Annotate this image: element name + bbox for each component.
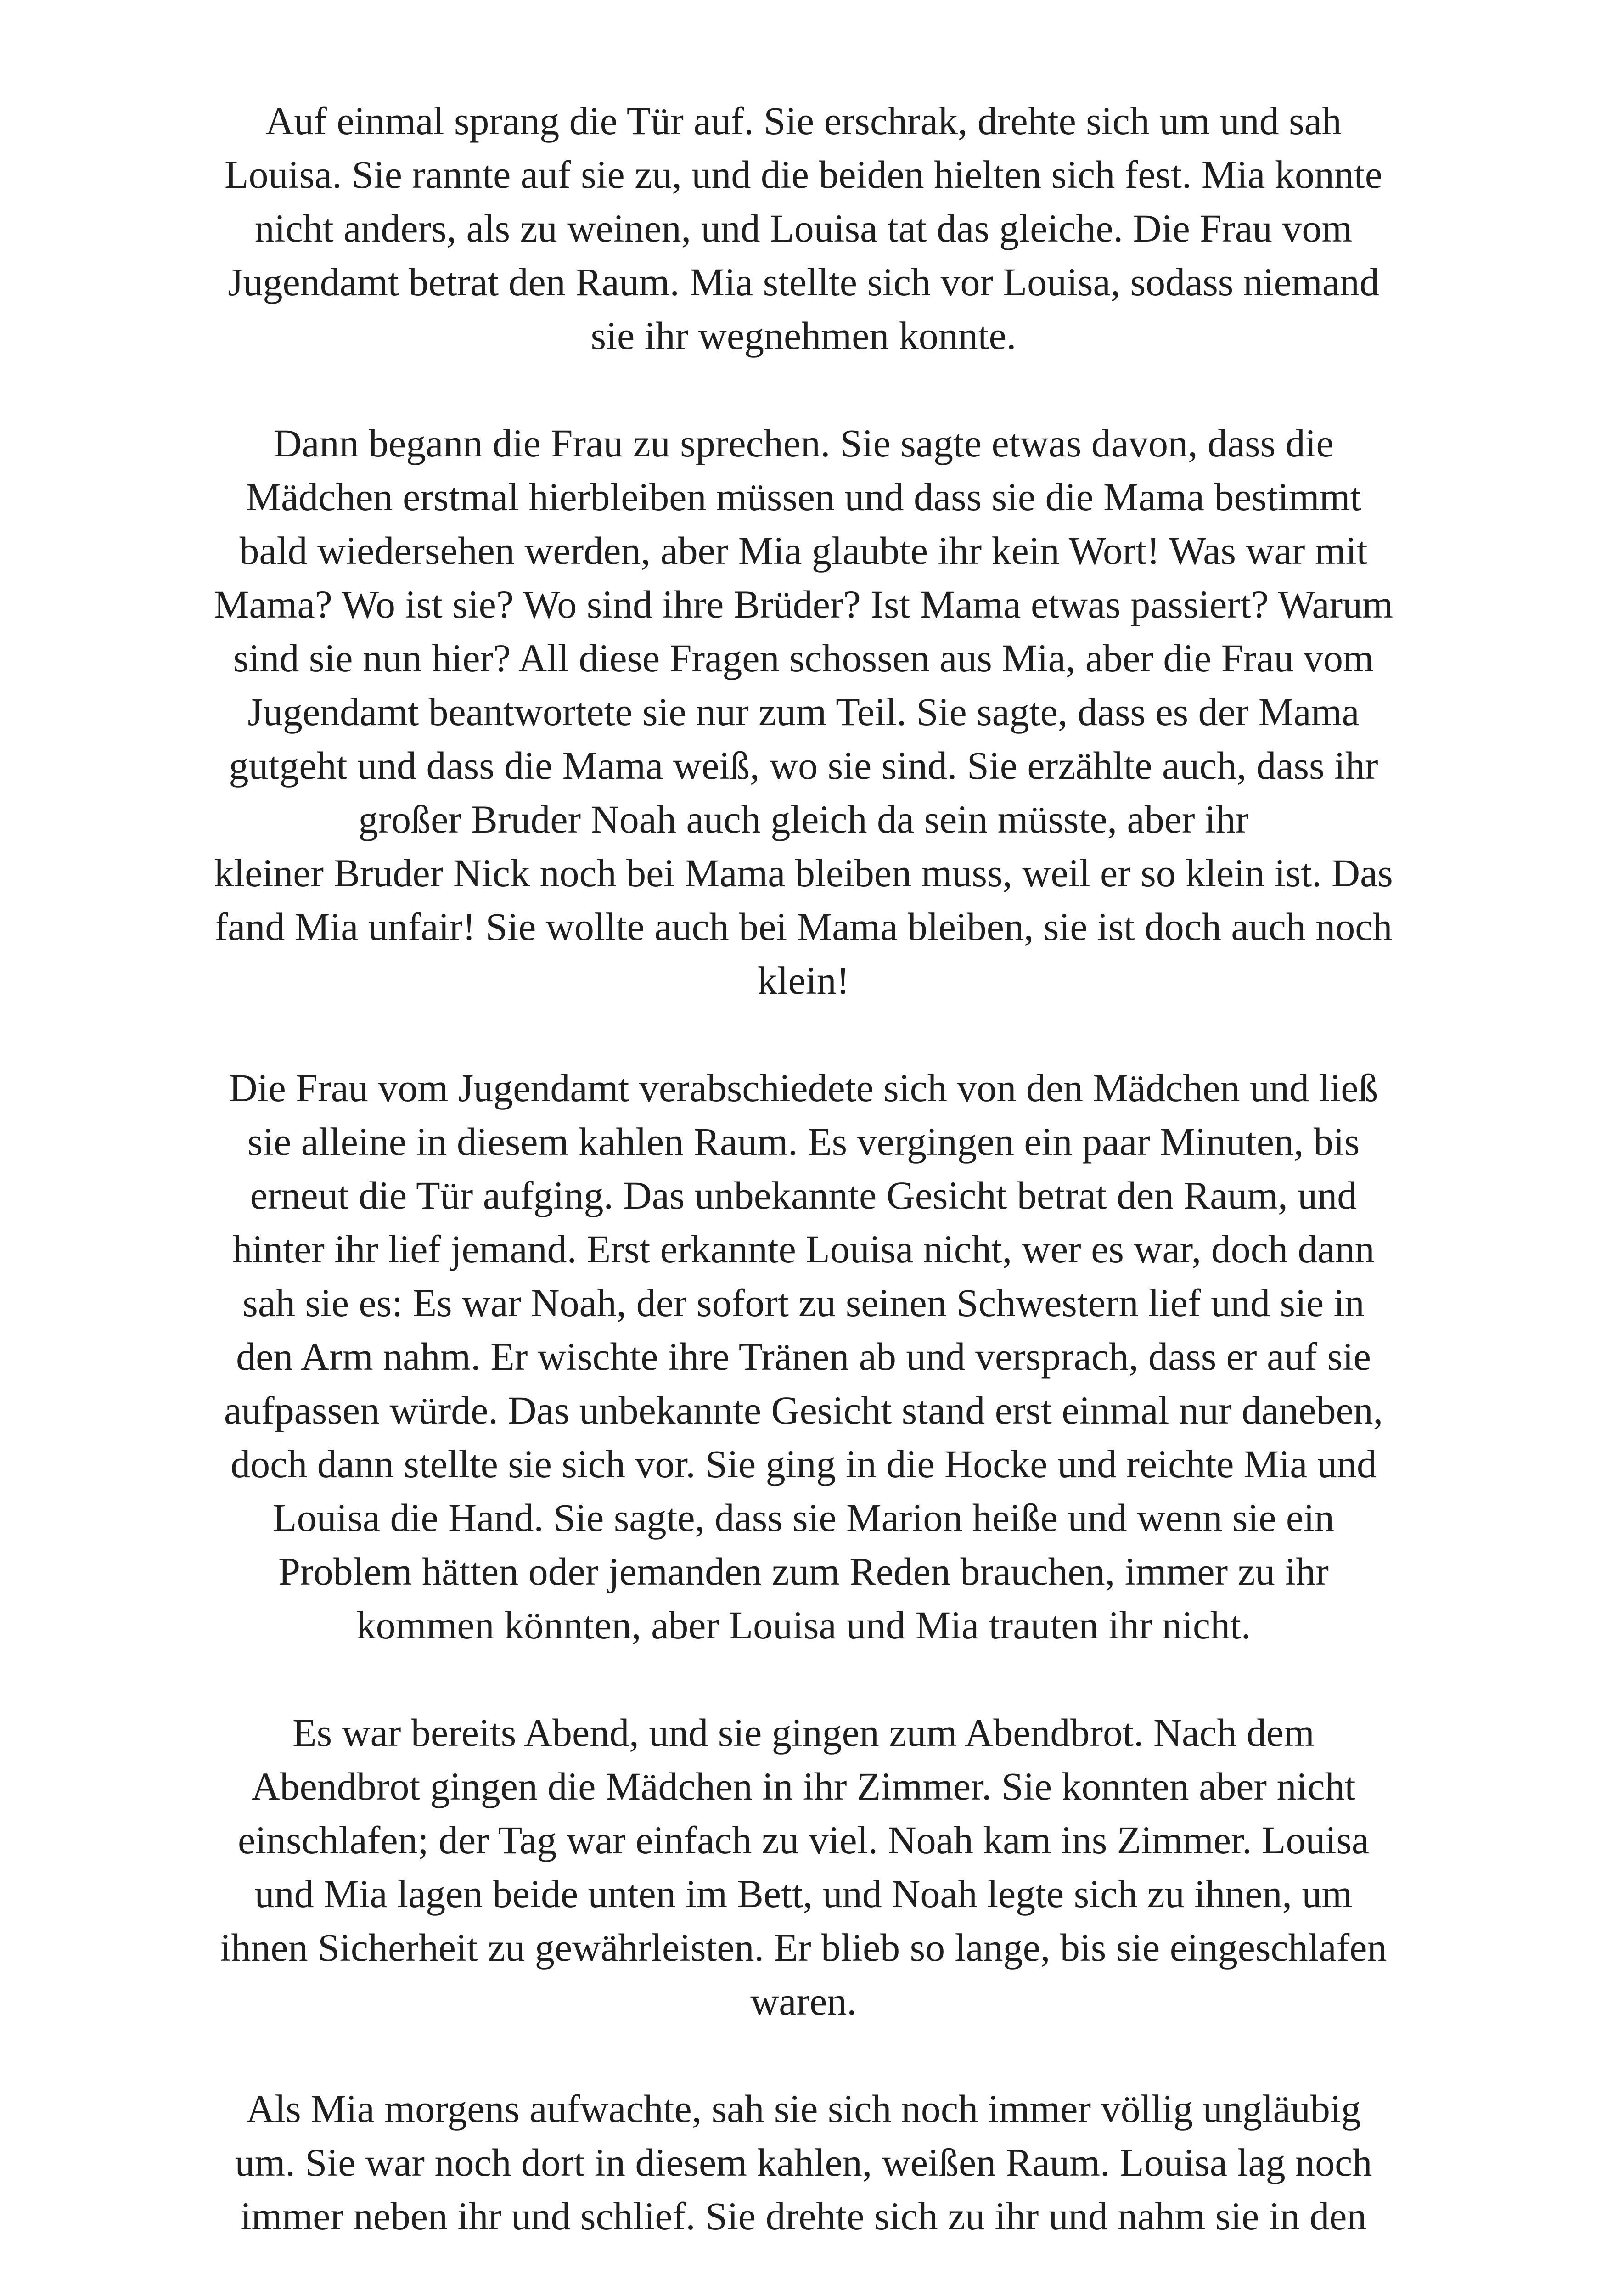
paragraph-4 [106, 1706, 1501, 2028]
text-line: Louisa. Sie rannte auf sie zu, und die beiden hielten sich fest. Mia konnte [225, 152, 1382, 197]
paragraph-5 [106, 2082, 1501, 2243]
text-line: sah sie es: Es war Noah, der sofort zu seinen Schwestern lief und sie in [242, 1281, 1365, 1325]
text-line: fand Mia unfair! Sie wollte auch bei Mama bleiben, sie ist doch auch noch [214, 905, 1393, 949]
text-line: Es war bereits Abend, und sie gingen zum Abendbrot. Nach dem [292, 1711, 1315, 1755]
text-line: kommen könnten, aber Louisa und Mia trauten ihr nicht. [356, 1603, 1251, 1647]
text-line: kleiner Bruder Nick noch bei Mama bleiben muss, weil er so klein ist. Das [214, 851, 1393, 895]
text-line: Louisa die Hand. Sie sagte, dass sie Marion heiße und wenn sie ein [273, 1496, 1334, 1540]
text-line: ihnen Sicherheit zu gewährleisten. Er blieb so lange, bis sie eingeschlafen [220, 1925, 1387, 1970]
text-line: Mama? Wo ist sie? Wo sind ihre Brüder? Ist Mama etwas passiert? Warum [214, 582, 1393, 626]
document-page [106, 94, 1501, 2296]
text-line: um. Sie war noch dort in diesem kahlen, weißen Raum. Louisa lag noch [235, 2140, 1372, 2184]
text-line: Problem hätten oder jemanden zum Reden brauchen, immer zu ihr [278, 1549, 1329, 1593]
text-line: aufpassen würde. Das unbekannte Gesicht stand erst einmal nur daneben, [224, 1388, 1383, 1432]
paragraph-2 [106, 416, 1501, 1007]
text-line: Jugendamt beantwortete sie nur zum Teil. Sie sagte, dass es der Mama [247, 690, 1360, 734]
text-line: nicht anders, als zu weinen, und Louisa tat das gleiche. Die Frau vom [254, 206, 1353, 250]
paragraph-3 [106, 1061, 1501, 1652]
text-line: sind sie nun hier? All diese Fragen schossen aus Mia, aber die Frau vom [233, 636, 1374, 680]
text-line: sie ihr wegnehmen konnte. [590, 314, 1017, 358]
text-line: Jugendamt betrat den Raum. Mia stellte sich vor Louisa, sodass niemand [228, 260, 1379, 304]
text-line: und Mia lagen beide unten im Bett, und Noah legte sich zu ihnen, um [254, 1872, 1353, 1916]
text-line: waren. [750, 1979, 857, 2023]
text-line: bald wiedersehen werden, aber Mia glaubte ihr kein Wort! Was war mit [239, 529, 1368, 573]
text-line: Dann begann die Frau zu sprechen. Sie sagte etwas davon, dass die [273, 421, 1334, 465]
text-line: klein! [757, 958, 850, 1002]
text-line: einschlafen; der Tag war einfach zu viel. Noah kam ins Zimmer. Louisa [237, 1818, 1370, 1862]
text-line: gutgeht und dass die Mama weiß, wo sie sind. Sie erzählte auch, dass ihr [229, 743, 1378, 788]
text-line: Mädchen erstmal hierbleiben müssen und dass sie die Mama bestimmt [246, 475, 1361, 519]
text-line: erneut die Tür aufging. Das unbekannte Gesicht betrat den Raum, und [250, 1173, 1357, 1217]
text-line: den Arm nahm. Er wischte ihre Tränen ab und versprach, dass er auf sie [236, 1334, 1371, 1379]
text-line: Auf einmal sprang die Tür auf. Sie erschrak, drehte sich um und sah [265, 99, 1342, 143]
text-line: hinter ihr lief jemand. Erst erkannte Louisa nicht, wer es war, doch dann [232, 1227, 1375, 1271]
text-line: immer neben ihr und schlief. Sie drehte sich zu ihr und nahm sie in den [240, 2194, 1367, 2238]
text-line: Als Mia morgens aufwachte, sah sie sich noch immer völlig ungläubig [246, 2087, 1361, 2131]
paragraph-1 [106, 94, 1501, 363]
text-line: großer Bruder Noah auch gleich da sein müsste, aber ihr [358, 797, 1249, 841]
text-line: Die Frau vom Jugendamt verabschiedete sich von den Mädchen und ließ [229, 1066, 1378, 1110]
text-line: sie alleine in diesem kahlen Raum. Es vergingen ein paar Minuten, bis [247, 1120, 1360, 1164]
text-line: Abendbrot gingen die Mädchen in ihr Zimmer. Sie konnten aber nicht [251, 1764, 1356, 1808]
text-line: doch dann stellte sie sich vor. Sie ging in die Hocke und reichte Mia und [230, 1442, 1377, 1486]
